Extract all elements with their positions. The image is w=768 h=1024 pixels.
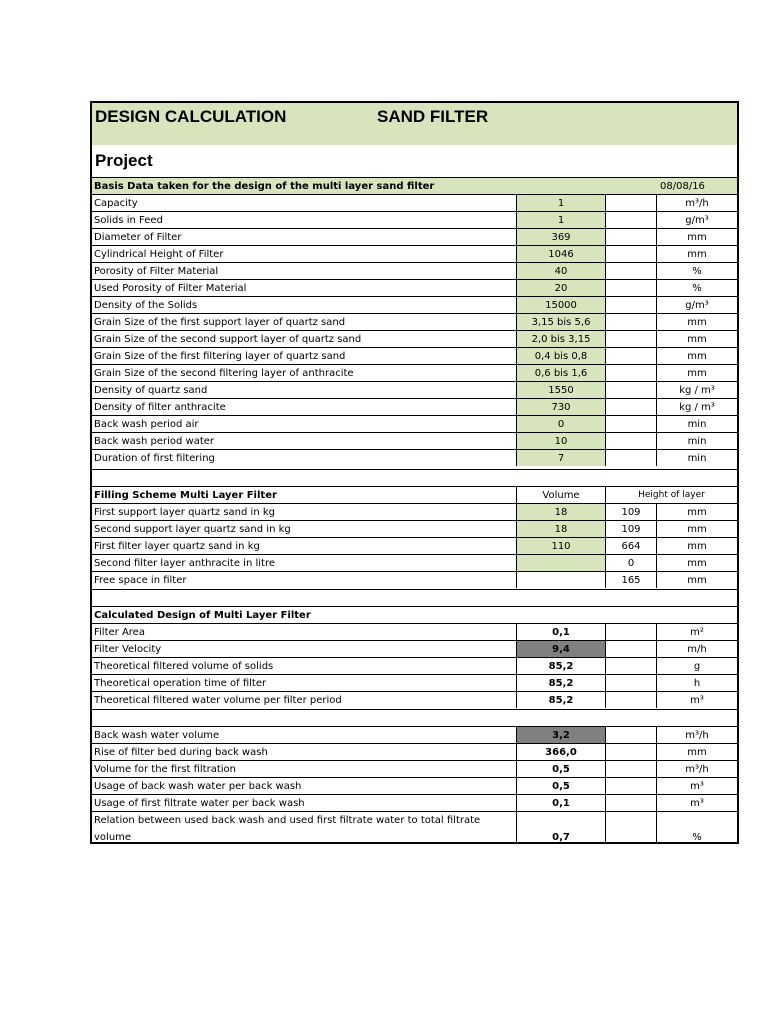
row-unit: mm [656, 348, 737, 364]
row-label: Density of quartz sand [94, 384, 208, 396]
title-band [92, 103, 737, 145]
row-label: Diameter of Filter [94, 231, 182, 243]
table-row [92, 449, 737, 466]
row-unit: m³ [656, 692, 737, 708]
table-row [92, 228, 737, 245]
row-height: 0 [605, 555, 656, 571]
row-height [605, 314, 656, 330]
row-unit: m³/h [656, 195, 737, 211]
row-value: 1 [516, 212, 605, 228]
row-height [605, 212, 656, 228]
row-label: Porosity of Filter Material [94, 265, 219, 277]
row-value: 0,6 bis 1,6 [516, 365, 605, 381]
row-value: 40 [516, 263, 605, 279]
row-unit: mm [656, 538, 737, 554]
row-unit: kg / m³ [656, 382, 737, 398]
row-label: First support layer quartz sand in kg [94, 506, 275, 518]
row-unit: min [656, 416, 737, 432]
row-height [605, 761, 656, 777]
row-label: Back wash period water [94, 435, 215, 447]
row-value: 20 [516, 280, 605, 296]
row-label: Usage of first filtrate water per back wash [94, 797, 305, 809]
row-unit: mm [656, 555, 737, 571]
row-label: Filter Area [94, 626, 145, 638]
row-height [605, 795, 656, 811]
row-value [516, 555, 605, 571]
table-row [92, 537, 737, 554]
relation-unit [656, 812, 737, 844]
row-label: Rise of filter bed during back wash [94, 746, 268, 758]
table-row [92, 432, 737, 449]
table-row [92, 347, 737, 364]
row-unit: g [656, 658, 737, 674]
table-row [92, 743, 737, 760]
basis-date: 08/08/16 [660, 180, 705, 192]
row-label: Density of filter anthracite [94, 401, 226, 413]
relation-row [92, 811, 737, 844]
row-height [605, 348, 656, 364]
row-label: Capacity [94, 197, 138, 209]
basis-section-header [92, 177, 737, 194]
row-label: Volume for the first filtration [94, 763, 237, 775]
row-value: 366,0 [516, 744, 605, 760]
design-sheet [90, 101, 739, 844]
spacer-row [92, 709, 737, 726]
row-label: Back wash period air [94, 418, 199, 430]
row-height [605, 450, 656, 466]
row-label: First filter layer quartz sand in kg [94, 540, 260, 552]
table-row [92, 571, 737, 588]
filling-title: Filling Scheme Multi Layer Filter [94, 489, 277, 501]
row-unit: min [656, 433, 737, 449]
row-value: 0,5 [516, 761, 605, 777]
row-height [605, 624, 656, 640]
row-unit: mm [656, 504, 737, 520]
row-unit: mm [656, 365, 737, 381]
project-label: Project [95, 151, 153, 170]
sheet-subtitle: SAND FILTER [377, 107, 489, 126]
row-unit: m³ [656, 778, 737, 794]
table-row [92, 211, 737, 228]
row-value: 9,4 [516, 641, 605, 657]
calculated-title: Calculated Design of Multi Layer Filter [94, 609, 311, 621]
height-column-label: Height of layer [638, 490, 705, 500]
row-value: 730 [516, 399, 605, 415]
row-value: 369 [516, 229, 605, 245]
row-label: Duration of first filtering [94, 452, 215, 464]
row-height: 109 [605, 521, 656, 537]
row-height [605, 399, 656, 415]
row-height [605, 692, 656, 708]
row-label: Free space in filter [94, 574, 187, 586]
table-row [92, 520, 737, 537]
row-height [605, 365, 656, 381]
table-row [92, 194, 737, 211]
row-height [605, 658, 656, 674]
row-label: Grain Size of the first support layer of quartz sand [94, 316, 346, 328]
row-label: Grain Size of the second filtering layer of anthracite [94, 367, 354, 379]
table-row [92, 657, 737, 674]
row-unit: mm [656, 331, 737, 347]
row-unit: mm [656, 521, 737, 537]
row-unit: g/m³ [656, 212, 737, 228]
row-height [605, 727, 656, 743]
row-value: 0,5 [516, 778, 605, 794]
table-row [92, 415, 737, 432]
row-label: Density of the Solids [94, 299, 198, 311]
row-height [605, 246, 656, 262]
row-value: 85,2 [516, 692, 605, 708]
row-value: 15000 [516, 297, 605, 313]
row-value: 85,2 [516, 675, 605, 691]
table-row [92, 794, 737, 811]
row-label: Filter Velocity [94, 643, 162, 655]
table-row [92, 313, 737, 330]
row-value: 0,4 bis 0,8 [516, 348, 605, 364]
row-height: 109 [605, 504, 656, 520]
basis-title: Basis Data taken for the design of the multi layer sand filter [94, 180, 435, 192]
table-row [92, 674, 737, 691]
row-label: Theoretical filtered volume of solids [94, 660, 274, 672]
row-unit: mm [656, 572, 737, 588]
table-row [92, 245, 737, 262]
row-value: 2,0 bis 3,15 [516, 331, 605, 347]
row-unit: m³/h [656, 761, 737, 777]
relation-value [516, 812, 605, 844]
row-height [605, 263, 656, 279]
calculated-section-header [92, 606, 737, 623]
row-value: 0,1 [516, 795, 605, 811]
row-value: 110 [516, 538, 605, 554]
row-height [605, 641, 656, 657]
row-unit: % [656, 280, 737, 296]
table-row [92, 296, 737, 313]
row-unit: g/m³ [656, 297, 737, 313]
row-label: Theoretical operation time of filter [94, 677, 267, 689]
row-label: Second filter layer anthracite in litre [94, 557, 275, 569]
row-value: 1 [516, 195, 605, 211]
table-row [92, 623, 737, 640]
table-row [92, 330, 737, 347]
filling-section-header [92, 486, 737, 503]
row-unit: mm [656, 314, 737, 330]
table-row [92, 279, 737, 296]
table-row [92, 381, 737, 398]
row-unit: mm [656, 229, 737, 245]
row-label: Grain Size of the second support layer of quartz sand [94, 333, 362, 345]
row-height [605, 416, 656, 432]
row-value: 1046 [516, 246, 605, 262]
relation-label-line2: volume [94, 832, 132, 843]
row-unit: % [656, 263, 737, 279]
relation-empty-cell [605, 812, 656, 844]
row-value: 18 [516, 504, 605, 520]
spacer-row [92, 589, 737, 606]
row-unit: mm [656, 246, 737, 262]
row-label: Theoretical filtered water volume per filter period [94, 694, 342, 706]
row-height: 664 [605, 538, 656, 554]
relation-label-line1: Relation between used back wash and used first filtrate water to total filtrate [94, 815, 481, 826]
table-row [92, 640, 737, 657]
row-label: Cylindrical Height of Filter [94, 248, 224, 260]
relation-unit-text: % [692, 832, 702, 843]
table-row [92, 777, 737, 794]
row-value: 3,15 bis 5,6 [516, 314, 605, 330]
row-value: 0 [516, 416, 605, 432]
sheet-title: DESIGN CALCULATION [95, 107, 287, 126]
row-height: 165 [605, 572, 656, 588]
row-unit: mm [656, 744, 737, 760]
row-value: 85,2 [516, 658, 605, 674]
height-column-header [605, 487, 737, 503]
table-row [92, 726, 737, 743]
row-value: 3,2 [516, 727, 605, 743]
row-value [516, 572, 605, 588]
row-unit: kg / m³ [656, 399, 737, 415]
row-label: Back wash water volume [94, 729, 220, 741]
row-value: 18 [516, 521, 605, 537]
table-row [92, 503, 737, 520]
row-height [605, 675, 656, 691]
row-unit: min [656, 450, 737, 466]
row-label: Second support layer quartz sand in kg [94, 523, 291, 535]
table-row [92, 262, 737, 279]
row-height [605, 195, 656, 211]
row-height [605, 280, 656, 296]
table-row [92, 364, 737, 381]
row-value: 0,1 [516, 624, 605, 640]
row-unit: m/h [656, 641, 737, 657]
row-height [605, 229, 656, 245]
row-unit: h [656, 675, 737, 691]
row-label: Solids in Feed [94, 214, 163, 226]
row-value: 10 [516, 433, 605, 449]
relation-value-text: 0,7 [552, 832, 570, 843]
row-height [605, 778, 656, 794]
row-value: 1550 [516, 382, 605, 398]
table-row [92, 554, 737, 571]
row-height [605, 331, 656, 347]
row-unit: m³ [656, 795, 737, 811]
row-label: Grain Size of the first filtering layer of quartz sand [94, 350, 346, 362]
row-height [605, 297, 656, 313]
row-unit: m³/h [656, 727, 737, 743]
row-unit: m² [656, 624, 737, 640]
row-label: Usage of back wash water per back wash [94, 780, 302, 792]
relation-label [92, 812, 516, 844]
spacer-row [92, 469, 737, 486]
row-height [605, 382, 656, 398]
row-height [605, 433, 656, 449]
volume-column-header: Volume [516, 487, 605, 503]
row-label: Used Porosity of Filter Material [94, 282, 247, 294]
table-row [92, 691, 737, 708]
row-height [605, 744, 656, 760]
table-row [92, 760, 737, 777]
table-row [92, 398, 737, 415]
row-value: 7 [516, 450, 605, 466]
